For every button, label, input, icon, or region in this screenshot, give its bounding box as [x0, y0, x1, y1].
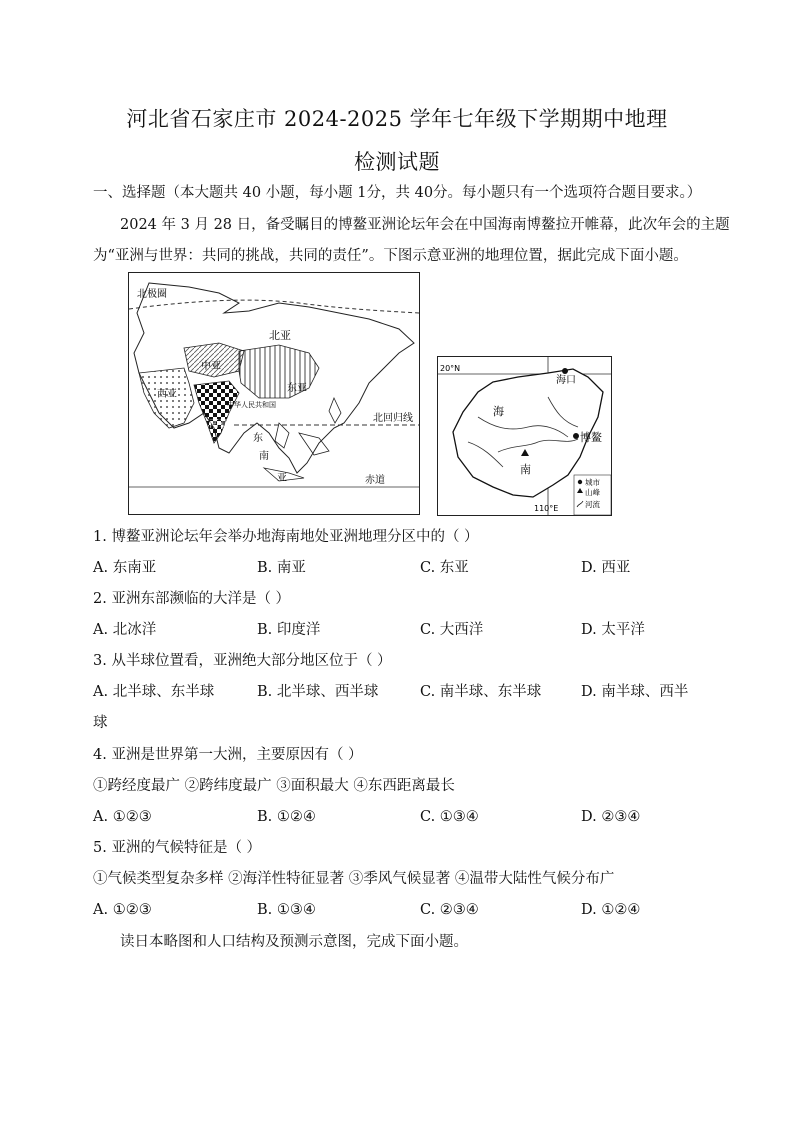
q5-option-b[interactable]: B. ①③④	[257, 902, 316, 918]
label-20n: 20°N	[440, 364, 461, 373]
label-south-asia: 南亚	[209, 419, 229, 430]
intro-paragraph-2: 读日本略图和人口结构及预测示意图，完成下面小题。	[120, 934, 468, 950]
label-southeast-1: 东	[253, 433, 263, 444]
hainan-map	[437, 356, 612, 516]
label-hai: 海	[493, 405, 504, 418]
q4-option-c[interactable]: C. ①③④	[420, 809, 479, 825]
q3-option-a[interactable]: A. 北半球、东半球	[93, 684, 215, 700]
label-southeast-3: 亚	[277, 473, 287, 484]
q3-option-c[interactable]: C. 南半球、东半球	[420, 684, 542, 700]
q2-option-b[interactable]: B. 印度洋	[257, 622, 321, 638]
q4-option-a[interactable]: A. ①②③	[93, 809, 152, 825]
q3-option-b[interactable]: B. 北半球、西半球	[257, 684, 379, 700]
label-arctic-circle: 北极圈	[137, 289, 167, 300]
legend-peak: 山峰	[585, 488, 600, 497]
legend-city: 城市	[585, 478, 600, 487]
q5-option-a[interactable]: A. ①②③	[93, 902, 152, 918]
q5-option-c[interactable]: C. ②③④	[420, 902, 479, 918]
question-3-stem: 3. 从半球位置看，亚洲绝大部分地区位于（ ）	[93, 653, 392, 669]
q4-option-b[interactable]: B. ①②④	[257, 809, 316, 825]
q2-option-a[interactable]: A. 北冰洋	[93, 622, 157, 638]
intro-paragraph-line2: 为“亚洲与世界：共同的挑战，共同的责任”。下图示意亚洲的地理位置，据此完成下面小题。	[93, 248, 688, 264]
intro-paragraph-line1: 2024 年 3 月 28 日，备受瞩目的博鳌亚洲论坛年会在中国海南博鳌拉开帷幕，此次年会的主题	[120, 217, 730, 233]
page-subtitle: 检测试题	[354, 150, 440, 174]
label-west-asia: 西亚	[157, 389, 177, 400]
page-title: 河北省石家庄市 2024-2025 学年七年级下学期期中地理	[126, 107, 668, 131]
label-110e: 110°E	[534, 504, 559, 513]
label-boao: 博鳌	[580, 431, 602, 444]
q3-option-d-continued: 球	[93, 715, 108, 731]
question-5-stem: 5. 亚洲的气候特征是（ ）	[93, 840, 262, 856]
label-tropic-of-cancer: 北回归线	[373, 413, 413, 424]
label-haikou: 海口	[556, 375, 576, 386]
question-4-items: ①跨经度最广 ②跨纬度最广 ③面积最大 ④东西距离最长	[93, 778, 455, 794]
q2-option-c[interactable]: C. 大西洋	[420, 622, 484, 638]
label-east-asia: 东亚	[287, 383, 307, 394]
label-equator: 赤道	[365, 475, 385, 486]
label-southeast-2: 南	[259, 451, 269, 462]
section-heading: 一、选择题（本大题共 40 小题，每小题 1分，共 40分。每小题只有一个选项符合题目要求。）	[93, 185, 702, 201]
q3-option-d[interactable]: D. 南半球、西半	[581, 684, 689, 700]
q1-option-b[interactable]: B. 南亚	[257, 560, 306, 576]
q5-option-d[interactable]: D. ①②④	[581, 902, 641, 918]
label-central-asia: 中亚	[201, 361, 221, 372]
question-5-items: ①气候类型复杂多样 ②海洋性特征显著 ③季风气候显著 ④温带大陆性气候分布广	[93, 871, 615, 887]
label-nan: 南	[520, 463, 531, 476]
question-1-stem: 1. 博鳌亚洲论坛年会举办地海南地处亚洲地理分区中的（ ）	[93, 529, 479, 545]
q4-option-d[interactable]: D. ②③④	[581, 809, 641, 825]
q1-option-d[interactable]: D. 西亚	[581, 560, 631, 576]
label-prc: 中华人民共和国	[227, 401, 276, 409]
q2-option-d[interactable]: D. 太平洋	[581, 622, 645, 638]
asia-location-map	[128, 272, 420, 515]
q1-option-a[interactable]: A. 东南亚	[93, 560, 157, 576]
q1-option-c[interactable]: C. 东亚	[420, 560, 469, 576]
legend-river: 河流	[585, 500, 600, 509]
question-2-stem: 2. 亚洲东部濒临的大洋是（ ）	[93, 591, 291, 607]
question-4-stem: 4. 亚洲是世界第一大洲，主要原因有（ ）	[93, 747, 363, 763]
label-north-asia: 北亚	[269, 329, 291, 342]
